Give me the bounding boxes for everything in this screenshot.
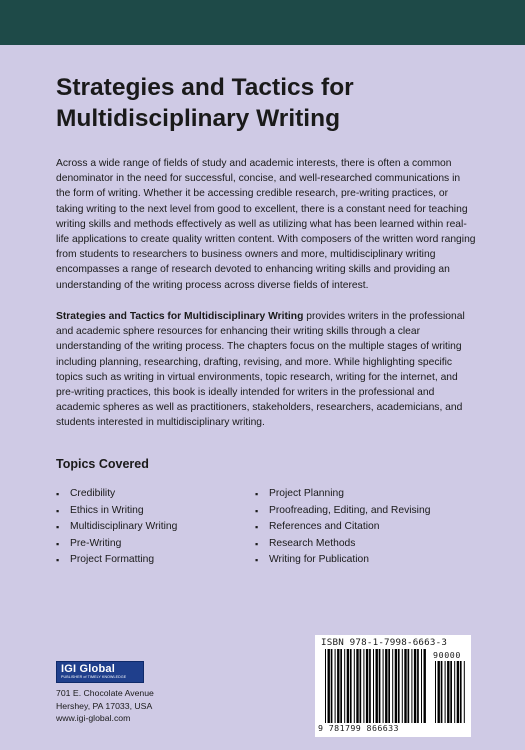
publisher-website-link[interactable]: www.igi-global.com bbox=[56, 713, 131, 724]
barcode-bar bbox=[388, 649, 390, 723]
topic-label: References and Citation bbox=[269, 521, 380, 533]
barcode-bar bbox=[373, 649, 374, 723]
topic-item bbox=[56, 552, 241, 569]
description-bold-title: Strategies and Tactics for Multidisciplinary Writing bbox=[56, 311, 304, 322]
topics-heading: Topics Covered bbox=[56, 457, 149, 471]
barcode-bar bbox=[337, 649, 339, 723]
barcode-bar bbox=[450, 661, 452, 723]
barcode-bar bbox=[404, 649, 406, 723]
topic-item bbox=[255, 552, 455, 569]
isbn-barcode bbox=[315, 635, 471, 737]
bullet-icon: ▪ bbox=[56, 555, 60, 566]
address-street: 701 E. Chocolate Avenue bbox=[56, 688, 154, 698]
address-city: Hershey, PA 17033, USA bbox=[56, 700, 153, 711]
topic-item bbox=[56, 486, 241, 503]
bullet-icon: ▪ bbox=[255, 505, 259, 516]
barcode-bar bbox=[445, 661, 446, 723]
barcode-bar bbox=[376, 649, 378, 723]
bullet-icon: ▪ bbox=[255, 555, 259, 566]
barcode-bar bbox=[328, 649, 330, 723]
publisher-address bbox=[56, 687, 154, 725]
barcode-bar bbox=[331, 649, 333, 723]
barcode-bar bbox=[435, 661, 436, 723]
topic-item bbox=[56, 519, 241, 536]
barcode-bar bbox=[438, 661, 440, 723]
publisher-logo-text: IGI Global bbox=[61, 663, 115, 675]
bullet-icon: ▪ bbox=[56, 538, 60, 549]
bullet-icon: ▪ bbox=[255, 538, 259, 549]
bullet-icon: ▪ bbox=[255, 489, 259, 499]
bullet-icon: ▪ bbox=[56, 522, 60, 533]
barcode-bar bbox=[347, 649, 349, 723]
barcode-bar bbox=[457, 661, 459, 723]
barcode-bar bbox=[335, 649, 336, 723]
topic-label: Ethics in Writing bbox=[70, 504, 144, 516]
barcode-bar bbox=[369, 649, 371, 723]
barcode-bar bbox=[379, 649, 381, 723]
topic-label: Proofreading, Editing, and Revising bbox=[269, 504, 431, 516]
publisher-logo bbox=[56, 661, 144, 683]
barcode-bar bbox=[392, 649, 393, 723]
isbn-text: ISBN 978-1-7998-6663-3 bbox=[321, 637, 448, 648]
barcode-addon-number: 90000 bbox=[433, 650, 461, 660]
topic-item bbox=[255, 519, 455, 536]
barcode-bar bbox=[408, 649, 410, 723]
description-paragraph-2 bbox=[56, 309, 476, 431]
barcode-number: 9 781799 866633 bbox=[318, 723, 399, 733]
barcode-bar bbox=[421, 649, 422, 723]
barcode-bar bbox=[356, 649, 358, 723]
barcode-bar bbox=[325, 649, 326, 723]
barcode-bar bbox=[414, 649, 416, 723]
barcode-bar bbox=[354, 649, 355, 723]
topic-label: Writing for Publication bbox=[269, 554, 369, 566]
publisher-logo-tagline: PUBLISHER of TIMELY KNOWLEDGE bbox=[61, 675, 127, 679]
barcode-bar bbox=[385, 649, 387, 723]
topic-item bbox=[56, 536, 241, 553]
barcode-bar bbox=[340, 649, 342, 723]
description-body: provides writers in the professional and academic sphere resources for enhancing their writing skills through a clear understanding of the writing process. The chapters focus on the multiple stages of writing including planning, researching, drafting, revising, and more. While highlighting specific topics such as writing in virtual environments, topic research, writing for the internet, and pre-writing practices, this book is ideally intended for writers in the professional and academic spheres as well as practitioners, stakeholders, researchers, academicians, and students interested in multidisciplinary writing. bbox=[56, 311, 465, 429]
description-paragraph-1: Across a wide range of fields of study and academic interests, there is often a common denominator in the need for successful, concise, and well-researched communications in the form of writing. Whether it be accessing credible research, pre-writing practices, or taking writing to the next level from good to excellent, there is a constant need for teaching writing skills and methods effectively as well as utilizing what has been learned within real-life applications to create quality written content. With composers of the written word ranging from students to researchers to business owners and more, multidisciplinary writing encompasses a range of research devoted to enhancing writing skills and providing an understanding of the writing process across diverse fields of interest. bbox=[56, 158, 476, 291]
bullet-icon: ▪ bbox=[56, 489, 60, 499]
barcode-bar bbox=[441, 661, 443, 723]
barcode-bar bbox=[366, 649, 368, 723]
topic-label: Credibility bbox=[70, 488, 116, 499]
barcode-bar bbox=[460, 661, 462, 723]
top-color-band bbox=[0, 0, 525, 45]
topic-label: Project Planning bbox=[269, 488, 344, 499]
topic-item bbox=[255, 536, 455, 553]
barcode-bar bbox=[360, 649, 362, 723]
topics-list-right bbox=[255, 486, 455, 569]
book-title: Strategies and Tactics for Multidisciplinary Writing bbox=[56, 74, 354, 132]
barcode-bar bbox=[417, 649, 419, 723]
barcode-bar bbox=[447, 661, 449, 723]
topic-label: Pre-Writing bbox=[70, 537, 122, 549]
topic-item bbox=[56, 503, 241, 520]
topic-label: Project Formatting bbox=[70, 554, 155, 566]
topic-item bbox=[255, 503, 455, 520]
barcode-bar bbox=[395, 649, 397, 723]
barcode-bar bbox=[363, 649, 364, 723]
barcode-bar bbox=[464, 661, 465, 723]
topic-label: Research Methods bbox=[269, 537, 356, 549]
topics-list-left bbox=[56, 486, 241, 569]
barcode-bar bbox=[454, 661, 455, 723]
barcode-bar bbox=[411, 649, 412, 723]
barcode-bar bbox=[398, 649, 400, 723]
barcode-bar bbox=[402, 649, 403, 723]
bullet-icon: ▪ bbox=[56, 505, 60, 516]
bullet-icon: ▪ bbox=[255, 522, 259, 533]
barcode-bar bbox=[350, 649, 352, 723]
topic-label: Multidisciplinary Writing bbox=[70, 521, 178, 533]
barcode-bar bbox=[424, 649, 426, 723]
barcode-bar bbox=[344, 649, 345, 723]
barcode-bar bbox=[383, 649, 384, 723]
topic-item bbox=[255, 486, 455, 503]
